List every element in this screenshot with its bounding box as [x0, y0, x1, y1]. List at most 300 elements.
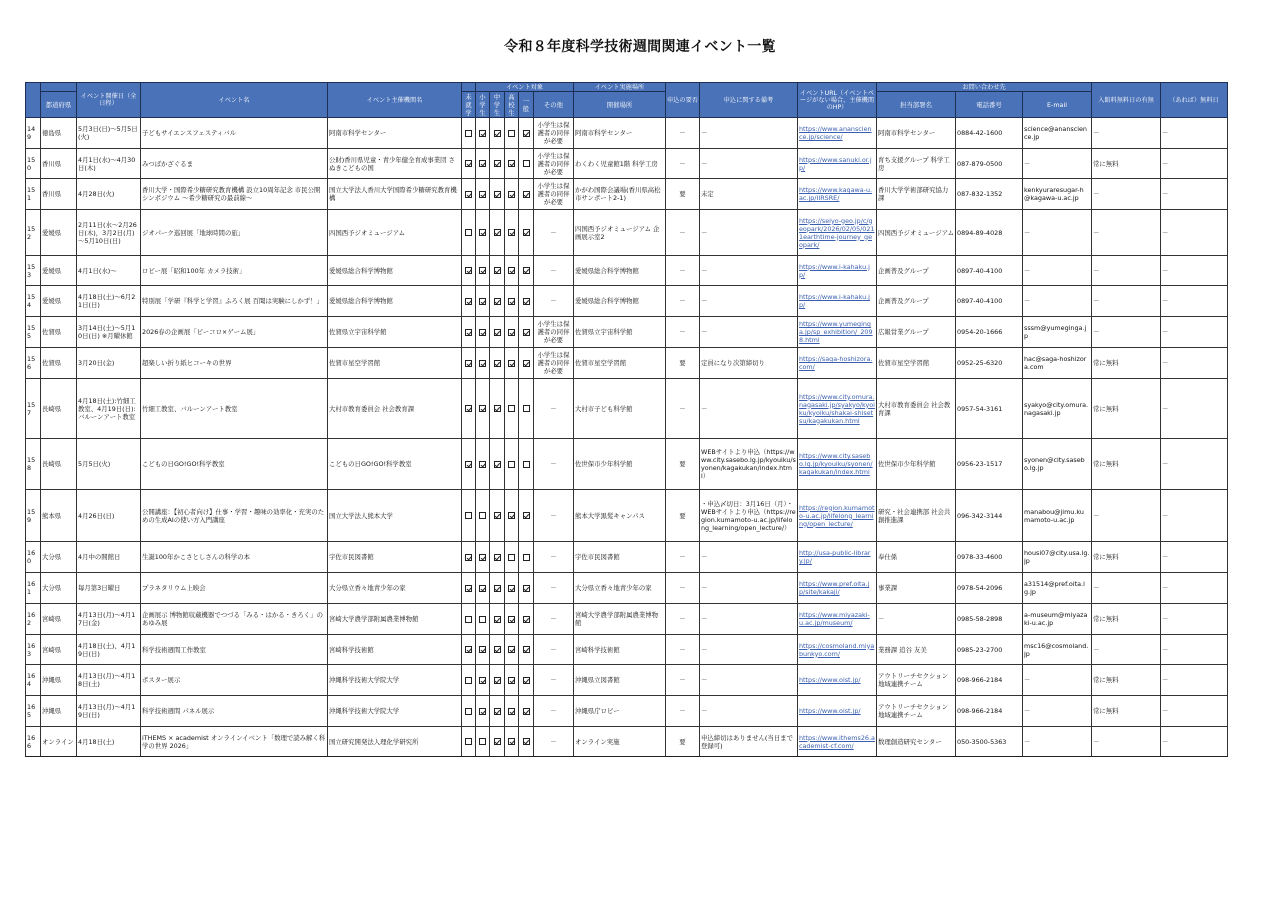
- application-required-cell: －: [666, 317, 700, 348]
- table-row: [26, 348, 1228, 379]
- checked-checkbox-icon[interactable]: [494, 708, 501, 715]
- checked-checkbox-icon[interactable]: [523, 267, 530, 274]
- checked-checkbox-icon[interactable]: [508, 329, 515, 336]
- prefecture-cell: 熊本県: [41, 490, 77, 542]
- event-url-link[interactable]: https://www.ithems26.academist-cf.com/: [799, 733, 875, 750]
- target-general-cell: [519, 696, 534, 727]
- event-url-link[interactable]: https://www.ananscience.jp/science/: [799, 125, 872, 141]
- unchecked-checkbox-icon[interactable]: [465, 738, 472, 745]
- target-junior-high-cell: [490, 256, 505, 286]
- event-name-cell: 超楽しい折り紙ヒコーキの世界: [141, 348, 328, 379]
- free-day-detail-cell: －: [1161, 149, 1228, 179]
- free-day-detail-cell: －: [1161, 696, 1228, 727]
- row-number: 153: [26, 256, 41, 286]
- url-cell: [798, 573, 877, 604]
- checked-checkbox-icon[interactable]: [465, 329, 472, 336]
- application-required-cell: －: [666, 256, 700, 286]
- prefecture-cell: 佐賀県: [41, 348, 77, 379]
- department-cell: 事業課: [877, 573, 956, 604]
- checked-checkbox-icon[interactable]: [479, 708, 486, 715]
- venue-cell: 愛媛県総合科学博物館: [574, 256, 666, 286]
- venue-cell: かがわ国際会議場(香川県高松市サンポート2-1): [574, 179, 666, 210]
- row-number: 152: [26, 210, 41, 256]
- row-number: 158: [26, 439, 41, 490]
- checked-checkbox-icon[interactable]: [479, 554, 486, 561]
- venue-cell: 佐賀市星空学習館: [574, 348, 666, 379]
- event-url-link[interactable]: https://www.oist.jp/: [799, 676, 861, 684]
- event-url-link[interactable]: https://www.i-kahaku.jp/: [799, 293, 870, 309]
- application-notes-cell: WEBサイトより申込（https://www.city.sasebo.lg.jp/kyouiku/syonen/kagakukan/index.html）: [700, 439, 798, 490]
- target-junior-high-cell: [490, 179, 505, 210]
- target-junior-high-cell: [490, 118, 505, 149]
- table-row: [26, 379, 1228, 439]
- checked-checkbox-icon[interactable]: [465, 646, 472, 653]
- checked-checkbox-icon[interactable]: [508, 191, 515, 198]
- department-cell: 阿南市科学センター: [877, 118, 956, 149]
- venue-cell: 沖縄県庁ロビー: [574, 696, 666, 727]
- checked-checkbox-icon[interactable]: [479, 461, 486, 468]
- organizer-cell: 大村市教育委員会 社会教育課: [328, 379, 462, 439]
- checked-checkbox-icon[interactable]: [523, 585, 530, 592]
- checked-checkbox-icon[interactable]: [465, 191, 472, 198]
- free-day-detail-cell: －: [1161, 604, 1228, 635]
- event-name-cell: こどもの日GO!GO!科学教室: [141, 439, 328, 490]
- checked-checkbox-icon[interactable]: [523, 512, 530, 519]
- application-notes-cell: －: [700, 665, 798, 696]
- checked-checkbox-icon[interactable]: [479, 130, 486, 137]
- target-preschool-cell: [462, 696, 476, 727]
- target-high-school-cell: [505, 665, 519, 696]
- checked-checkbox-icon[interactable]: [508, 585, 515, 592]
- free-day-cell: 常に無料: [1092, 542, 1161, 573]
- target-high-school-cell: [505, 256, 519, 286]
- prefecture-cell: 香川県: [41, 149, 77, 179]
- application-notes-cell: －: [700, 696, 798, 727]
- event-name-cell: 2026春の企画展「ピーコロ×ゲーム展」: [141, 317, 328, 348]
- checked-checkbox-icon[interactable]: [479, 329, 486, 336]
- target-junior-high-cell: [490, 439, 505, 490]
- unchecked-checkbox-icon[interactable]: [479, 512, 486, 519]
- target-preschool-cell: [462, 317, 476, 348]
- date-cell: 4月26日(日): [77, 490, 141, 542]
- unchecked-checkbox-icon[interactable]: [523, 405, 530, 412]
- unchecked-checkbox-icon[interactable]: [508, 554, 515, 561]
- checked-checkbox-icon[interactable]: [523, 616, 530, 623]
- unchecked-checkbox-icon[interactable]: [479, 616, 486, 623]
- other-target-cell: －: [534, 379, 574, 439]
- phone-cell: 098-966-2184: [956, 696, 1023, 727]
- row-number: 164: [26, 665, 41, 696]
- header-group-venue: イベント実施場所: [574, 83, 666, 92]
- email-cell: －: [1023, 256, 1092, 286]
- free-day-detail-cell: －: [1161, 665, 1228, 696]
- table-row: [26, 286, 1228, 317]
- event-url-link[interactable]: https://cosmoland.miyabunkyo.com/: [799, 641, 875, 658]
- free-day-cell: 常に無料: [1092, 604, 1161, 635]
- prefecture-cell: 香川県: [41, 179, 77, 210]
- target-high-school-cell: [505, 179, 519, 210]
- target-high-school-cell: [505, 490, 519, 542]
- free-day-detail-cell: －: [1161, 179, 1228, 210]
- unchecked-checkbox-icon[interactable]: [508, 130, 515, 137]
- target-elementary-cell: [476, 490, 490, 542]
- date-cell: 3月14日(土)～5月10日(日) ※月曜休館: [77, 317, 141, 348]
- target-high-school-cell: [505, 542, 519, 573]
- application-notes-cell: －: [700, 604, 798, 635]
- checked-checkbox-icon[interactable]: [465, 160, 472, 167]
- checked-checkbox-icon[interactable]: [523, 360, 530, 367]
- url-cell: [798, 635, 877, 665]
- free-day-detail-cell: －: [1161, 635, 1228, 665]
- event-name-cell: 公開講座：【初心者向け】仕事・学習・趣味の効率化・充実のための生成AIの使い方入門講座: [141, 490, 328, 542]
- unchecked-checkbox-icon[interactable]: [508, 405, 515, 412]
- event-url-link[interactable]: https://www.city.sasebo.lg.jp/kyouiku/syonen/kagakukan/index.html: [799, 452, 873, 476]
- date-cell: 5月5日(火): [77, 439, 141, 490]
- organizer-cell: 宇佐市民図書館: [328, 542, 462, 573]
- checked-checkbox-icon[interactable]: [494, 405, 501, 412]
- url-cell: [798, 439, 877, 490]
- unchecked-checkbox-icon[interactable]: [508, 461, 515, 468]
- application-required-cell: －: [666, 118, 700, 149]
- checked-checkbox-icon[interactable]: [465, 585, 472, 592]
- header-event-name: イベント名: [141, 83, 328, 118]
- header-prefecture: 都道府県: [41, 92, 77, 118]
- other-target-cell: －: [534, 665, 574, 696]
- checked-checkbox-icon[interactable]: [523, 298, 530, 305]
- header-department: 担当部署名: [877, 92, 956, 118]
- checked-checkbox-icon[interactable]: [494, 554, 501, 561]
- free-day-cell: －: [1092, 256, 1161, 286]
- free-day-cell: 常に無料: [1092, 348, 1161, 379]
- email-cell: a-museum@miyazaki-u.ac.jp: [1023, 604, 1092, 635]
- checked-checkbox-icon[interactable]: [523, 677, 530, 684]
- event-url-link[interactable]: https://www.pref.oita.jp/site/kakaji/: [799, 580, 870, 596]
- venue-cell: 沖縄県立図書館: [574, 665, 666, 696]
- url-cell: [798, 542, 877, 573]
- target-high-school-cell: [505, 286, 519, 317]
- prefecture-cell: 長崎県: [41, 439, 77, 490]
- checked-checkbox-icon[interactable]: [479, 405, 486, 412]
- target-elementary-cell: [476, 118, 490, 149]
- row-number: 159: [26, 490, 41, 542]
- organizer-cell: 宮崎大学農学部附属農業博物館: [328, 604, 462, 635]
- header-junior-high: 中学生: [490, 92, 505, 118]
- target-high-school-cell: [505, 348, 519, 379]
- target-elementary-cell: [476, 149, 490, 179]
- department-cell: 佐世保市少年科学館: [877, 439, 956, 490]
- department-cell: 香川大学学術部研究協力課: [877, 179, 956, 210]
- table-row: [26, 490, 1228, 542]
- header-email: E-mail: [1023, 92, 1092, 118]
- checked-checkbox-icon[interactable]: [508, 616, 515, 623]
- checked-checkbox-icon[interactable]: [479, 585, 486, 592]
- checked-checkbox-icon[interactable]: [523, 646, 530, 653]
- prefecture-cell: 大分県: [41, 542, 77, 573]
- row-number: 156: [26, 348, 41, 379]
- event-url-link[interactable]: https://region.kumamoto-u.ac.jp/lifelong_learning/open_lecture/: [799, 503, 875, 528]
- target-junior-high-cell: [490, 348, 505, 379]
- event-url-link[interactable]: https://www.sanuki.or.jp/: [799, 155, 872, 172]
- date-cell: 4月18日(土):竹細工教室、4月19日(日):バルーンアート教室: [77, 379, 141, 439]
- checked-checkbox-icon[interactable]: [465, 461, 472, 468]
- checked-checkbox-icon[interactable]: [479, 229, 486, 236]
- phone-cell: 087-879-0500: [956, 149, 1023, 179]
- phone-cell: 0957-54-3161: [956, 379, 1023, 439]
- other-target-cell: －: [534, 604, 574, 635]
- application-notes-cell: －: [700, 542, 798, 573]
- checked-checkbox-icon[interactable]: [465, 298, 472, 305]
- phone-cell: 0897-40-4100: [956, 256, 1023, 286]
- checked-checkbox-icon[interactable]: [479, 160, 486, 167]
- event-url-link[interactable]: https://www.city.omura.nagasaki.jp/syakyo/kyoiku/kyoiku/shakai-shisetsu/kagakukan.html: [799, 392, 875, 425]
- free-day-cell: 常に無料: [1092, 149, 1161, 179]
- email-cell: －: [1023, 286, 1092, 317]
- free-day-detail-cell: －: [1161, 727, 1228, 757]
- checked-checkbox-icon[interactable]: [465, 554, 472, 561]
- header-date: イベント開催日（全日程）: [77, 83, 141, 118]
- checked-checkbox-icon[interactable]: [508, 267, 515, 274]
- checked-checkbox-icon[interactable]: [494, 130, 501, 137]
- checked-checkbox-icon[interactable]: [494, 677, 501, 684]
- event-url-link[interactable]: https://saga-hoshizora.com/: [799, 355, 873, 371]
- department-cell: 育ち支援グループ 科学工房: [877, 149, 956, 179]
- target-general-cell: [519, 348, 534, 379]
- venue-cell: オンライン実施: [574, 727, 666, 757]
- free-day-detail-cell: －: [1161, 490, 1228, 542]
- target-elementary-cell: [476, 696, 490, 727]
- header-phone: 電話番号: [956, 92, 1023, 118]
- checked-checkbox-icon[interactable]: [479, 646, 486, 653]
- email-cell: syakyo@city.omura.nagasaki.jp: [1023, 379, 1092, 439]
- phone-cell: 0985-58-2898: [956, 604, 1023, 635]
- checked-checkbox-icon[interactable]: [523, 191, 530, 198]
- venue-cell: 宮崎科学技術館: [574, 635, 666, 665]
- checked-checkbox-icon[interactable]: [494, 298, 501, 305]
- application-notes-cell: －: [700, 635, 798, 665]
- checked-checkbox-icon[interactable]: [508, 298, 515, 305]
- prefecture-cell: 大分県: [41, 573, 77, 604]
- url-cell: [798, 665, 877, 696]
- checked-checkbox-icon[interactable]: [523, 229, 530, 236]
- table-row: [26, 696, 1228, 727]
- checked-checkbox-icon[interactable]: [508, 360, 515, 367]
- unchecked-checkbox-icon[interactable]: [523, 160, 530, 167]
- email-cell: manabou@jimu.kumamoto-u.ac.jp: [1023, 490, 1092, 542]
- free-day-cell: 常に無料: [1092, 439, 1161, 490]
- checked-checkbox-icon[interactable]: [494, 229, 501, 236]
- checked-checkbox-icon[interactable]: [494, 616, 501, 623]
- header-blank: [41, 83, 77, 92]
- application-notes-cell: －: [700, 286, 798, 317]
- other-target-cell: 小学生は保護者の同伴が必要: [534, 317, 574, 348]
- checked-checkbox-icon[interactable]: [523, 329, 530, 336]
- target-preschool-cell: [462, 635, 476, 665]
- department-cell: 数理創造研究センター: [877, 727, 956, 757]
- event-url-link[interactable]: https://www.oist.jp/: [799, 707, 861, 715]
- checked-checkbox-icon[interactable]: [508, 160, 515, 167]
- target-junior-high-cell: [490, 149, 505, 179]
- unchecked-checkbox-icon[interactable]: [523, 554, 530, 561]
- prefecture-cell: 沖縄県: [41, 696, 77, 727]
- table-row: [26, 665, 1228, 696]
- table-row: [26, 179, 1228, 210]
- checked-checkbox-icon[interactable]: [508, 229, 515, 236]
- target-elementary-cell: [476, 256, 490, 286]
- header-other: その他: [534, 92, 574, 118]
- application-required-cell: －: [666, 635, 700, 665]
- date-cell: 4月28日(火): [77, 179, 141, 210]
- checked-checkbox-icon[interactable]: [479, 360, 486, 367]
- organizer-cell: 国立研究開発法人理化学研究所: [328, 727, 462, 757]
- other-target-cell: －: [534, 696, 574, 727]
- unchecked-checkbox-icon[interactable]: [465, 616, 472, 623]
- other-target-cell: 小学生は保護者の同伴が必要: [534, 118, 574, 149]
- free-day-detail-cell: －: [1161, 379, 1228, 439]
- target-junior-high-cell: [490, 696, 505, 727]
- event-name-cell: ジオパーク巡回展「地球時間の旅」: [141, 210, 328, 256]
- table-row: [26, 256, 1228, 286]
- application-required-cell: －: [666, 210, 700, 256]
- checked-checkbox-icon[interactable]: [494, 360, 501, 367]
- department-cell: 四国西予ジオミュージアム: [877, 210, 956, 256]
- target-preschool-cell: [462, 118, 476, 149]
- checked-checkbox-icon[interactable]: [465, 360, 472, 367]
- other-target-cell: －: [534, 256, 574, 286]
- checked-checkbox-icon[interactable]: [508, 738, 515, 745]
- url-cell: [798, 727, 877, 757]
- application-required-cell: 要: [666, 727, 700, 757]
- target-preschool-cell: [462, 439, 476, 490]
- table-row: [26, 573, 1228, 604]
- other-target-cell: －: [534, 573, 574, 604]
- url-cell: [798, 348, 877, 379]
- event-url-link[interactable]: http://usa-public-library.jp/: [799, 549, 871, 565]
- checked-checkbox-icon[interactable]: [523, 708, 530, 715]
- other-target-cell: －: [534, 286, 574, 317]
- free-day-detail-cell: －: [1161, 210, 1228, 256]
- unchecked-checkbox-icon[interactable]: [479, 738, 486, 745]
- other-target-cell: －: [534, 490, 574, 542]
- organizer-cell: 大分県立香々地青少年の家: [328, 573, 462, 604]
- application-notes-cell: －: [700, 118, 798, 149]
- organizer-cell: 国立大学法人熊本大学: [328, 490, 462, 542]
- checked-checkbox-icon[interactable]: [494, 191, 501, 198]
- phone-cell: 0894-89-4028: [956, 210, 1023, 256]
- event-url-link[interactable]: https://www.yumeginga.jp/sp_exhibition/_2098.html: [799, 320, 873, 344]
- free-day-detail-cell: －: [1161, 573, 1228, 604]
- checked-checkbox-icon[interactable]: [508, 512, 515, 519]
- checked-checkbox-icon[interactable]: [508, 677, 515, 684]
- application-notes-cell: 定員になり次第締切り: [700, 348, 798, 379]
- target-elementary-cell: [476, 573, 490, 604]
- checked-checkbox-icon[interactable]: [494, 585, 501, 592]
- event-url-link[interactable]: https://www.kagawa-u.ac.jp/IIRSRE/: [799, 186, 873, 202]
- unchecked-checkbox-icon[interactable]: [465, 512, 472, 519]
- event-url-link[interactable]: https://www.miyazaki-u.ac.jp/museum/: [799, 611, 870, 627]
- checked-checkbox-icon[interactable]: [494, 646, 501, 653]
- prefecture-cell: 沖縄県: [41, 665, 77, 696]
- unchecked-checkbox-icon[interactable]: [465, 229, 472, 236]
- date-cell: 毎月第3日曜日: [77, 573, 141, 604]
- checked-checkbox-icon[interactable]: [479, 677, 486, 684]
- checked-checkbox-icon[interactable]: [508, 646, 515, 653]
- application-required-cell: 要: [666, 179, 700, 210]
- phone-cell: 0956-23-1517: [956, 439, 1023, 490]
- phone-cell: 096-342-3144: [956, 490, 1023, 542]
- checked-checkbox-icon[interactable]: [479, 298, 486, 305]
- phone-cell: 0954-20-1666: [956, 317, 1023, 348]
- unchecked-checkbox-icon[interactable]: [465, 677, 472, 684]
- phone-cell: 0884-42-1600: [956, 118, 1023, 149]
- organizer-cell: 佐賀市星空学習館: [328, 348, 462, 379]
- header-url: イベントURL（イベントページがない場合、主催機関のHP）: [798, 83, 877, 118]
- unchecked-checkbox-icon[interactable]: [523, 461, 530, 468]
- target-preschool-cell: [462, 604, 476, 635]
- checked-checkbox-icon[interactable]: [494, 512, 501, 519]
- target-elementary-cell: [476, 379, 490, 439]
- prefecture-cell: 宮崎県: [41, 635, 77, 665]
- checked-checkbox-icon[interactable]: [494, 267, 501, 274]
- application-notes-cell: 未定: [700, 179, 798, 210]
- event-name-cell: iTHEMS × academist オンラインイベント「数理で読み解く科学の世界 2026」: [141, 727, 328, 757]
- application-notes-cell: －: [700, 149, 798, 179]
- url-cell: [798, 256, 877, 286]
- checked-checkbox-icon[interactable]: [523, 130, 530, 137]
- date-cell: 4月1日(水)～4月30日(木): [77, 149, 141, 179]
- target-junior-high-cell: [490, 665, 505, 696]
- event-name-cell: 科学技術週間工作教室: [141, 635, 328, 665]
- unchecked-checkbox-icon[interactable]: [465, 708, 472, 715]
- department-cell: アウトリーチセクション 地域連携チーム: [877, 696, 956, 727]
- unchecked-checkbox-icon[interactable]: [465, 130, 472, 137]
- events-table: [25, 82, 1228, 757]
- checked-checkbox-icon[interactable]: [523, 738, 530, 745]
- application-required-cell: －: [666, 149, 700, 179]
- checked-checkbox-icon[interactable]: [494, 160, 501, 167]
- application-notes-cell: 申込締切はありません(当日まで登録可): [700, 727, 798, 757]
- prefecture-cell: 愛媛県: [41, 286, 77, 317]
- event-url-link[interactable]: https://seiyo-geo.jp/c/geopark/2026/02/05/0211earthtime-journey_geopark/: [799, 216, 875, 249]
- target-preschool-cell: [462, 379, 476, 439]
- email-cell: syonen@city.sasebo.lg.jp: [1023, 439, 1092, 490]
- date-cell: 4月中の開館日: [77, 542, 141, 573]
- target-general-cell: [519, 317, 534, 348]
- row-number: 160: [26, 542, 41, 573]
- event-url-link[interactable]: https://www.i-kahaku.jp/: [799, 262, 870, 279]
- checked-checkbox-icon[interactable]: [494, 738, 501, 745]
- email-cell: a31514@pref.oita.lg.jp: [1023, 573, 1092, 604]
- target-preschool-cell: [462, 490, 476, 542]
- venue-cell: 宇佐市民図書館: [574, 542, 666, 573]
- checked-checkbox-icon[interactable]: [508, 708, 515, 715]
- checked-checkbox-icon[interactable]: [494, 461, 501, 468]
- free-day-detail-cell: －: [1161, 317, 1228, 348]
- checked-checkbox-icon[interactable]: [479, 267, 486, 274]
- checked-checkbox-icon[interactable]: [479, 191, 486, 198]
- checked-checkbox-icon[interactable]: [465, 267, 472, 274]
- url-cell: [798, 490, 877, 542]
- free-day-cell: －: [1092, 179, 1161, 210]
- checked-checkbox-icon[interactable]: [465, 405, 472, 412]
- date-cell: 4月18日(土)、4月19日(日): [77, 635, 141, 665]
- event-name-cell: 企画展示 博物館収蔵機器でつづる「みる・はかる・きろく」のあゆみ展: [141, 604, 328, 635]
- checked-checkbox-icon[interactable]: [494, 329, 501, 336]
- date-cell: 4月13日(月)～4月17日(金): [77, 604, 141, 635]
- table-row: [26, 542, 1228, 573]
- target-junior-high-cell: [490, 542, 505, 573]
- target-high-school-cell: [505, 727, 519, 757]
- department-cell: 業務課 追谷 友美: [877, 635, 956, 665]
